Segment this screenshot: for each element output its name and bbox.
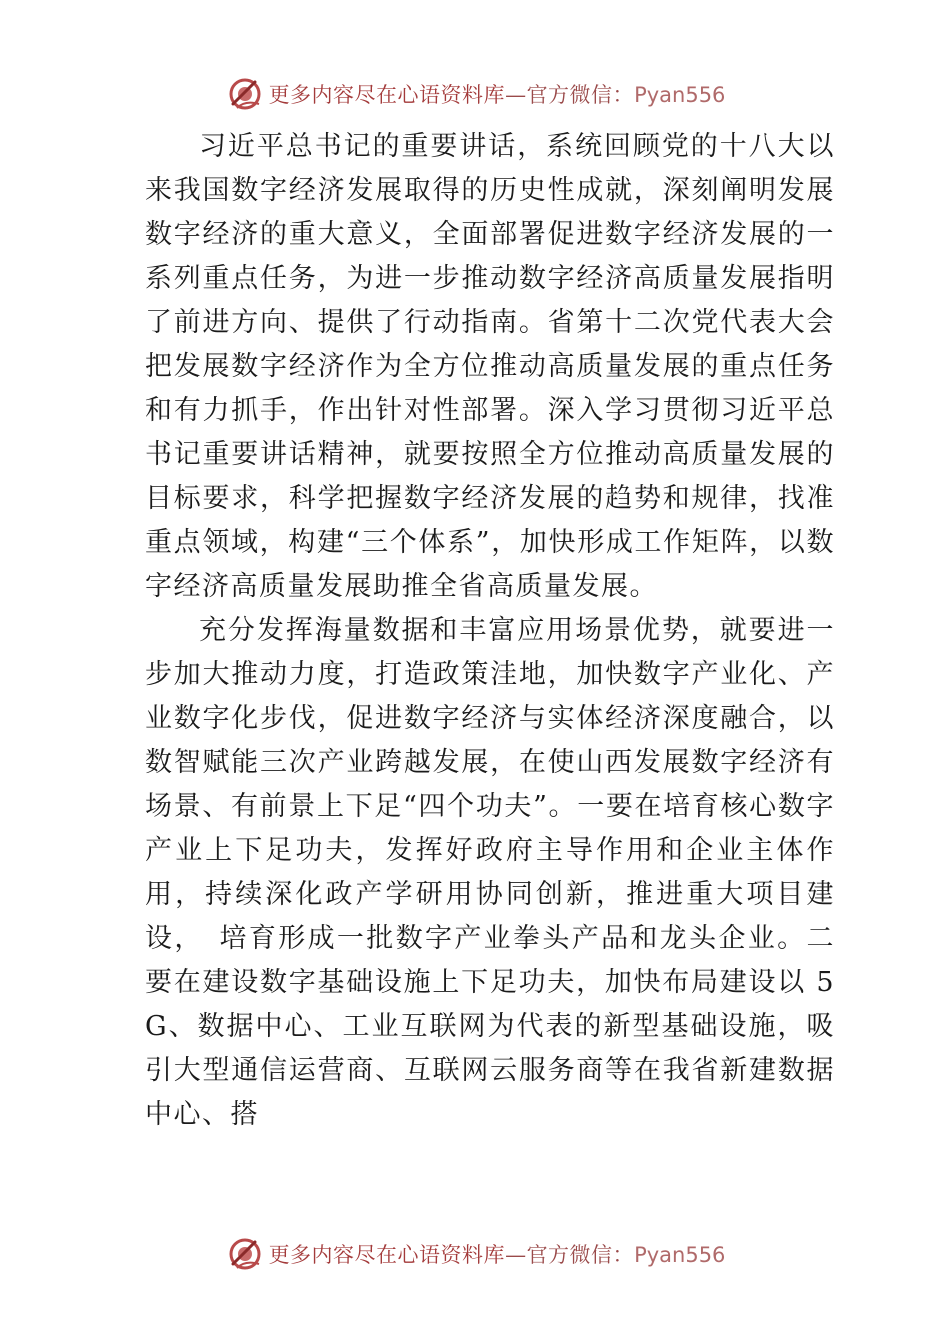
watermark-text: 更多内容尽在心语资料库—官方微信：Pyan556 [268, 1243, 726, 1267]
footer-watermark-banner [0, 1232, 950, 1276]
header-watermark-banner [0, 72, 950, 116]
logo-icon [225, 1234, 265, 1274]
document-body [145, 125, 835, 1137]
watermark-text: 更多内容尽在心语资料库—官方微信：Pyan556 [268, 83, 726, 107]
logo-icon [225, 74, 265, 114]
paragraph-1: 习近平总书记的重要讲话，系统回顾党的十八大以来我国数字经济发展取得的历史性成就，深刻阐明发展数字经济的重大意义，全面部署促进数字经济发展的一系列重点任务，为进一步推动数字经济高质量发展指明了前进方向、提供了行动指南。省第十二次党代表大会把发展数字经济作为全方位推动高质量发展的重点任务和有力抓手，作出针对性部署。深入学习贯彻习近平总书记重要讲话精神，就要按照全方位推动高质量发展的目标要求，科学把握数字经济发展的趋势和规律，找准重点领域，构建“三个体系”，加快形成工作矩阵，以数字经济高质量发展助推全省高质量发展。 [145, 131, 835, 602]
paragraph-2: 充分发挥海量数据和丰富应用场景优势，就要进一步加大推动力度，打造政策洼地，加快数字产业化、产业数字化步伐，促进数字经济与实体经济深度融合，以数智赋能三次产业跨越发展，在使山西发展数字经济有场景、有前景上下足“四个功夫”。一要在培育核心数字产业上下足功夫，发挥好政府主导作用和企业主体作用，持续深化政产学研用协同创新，推进重大项目建设， 培育形成一批数字产业拳头产品和龙头企业。二要在建设数字基础设施上下足功夫，加快布局建设以 5G、数据中心、工业互联网为代表的新型基础设施，吸引大型通信运营商、互联网云服务商等在我省新建数据中心、搭 [145, 615, 835, 1130]
